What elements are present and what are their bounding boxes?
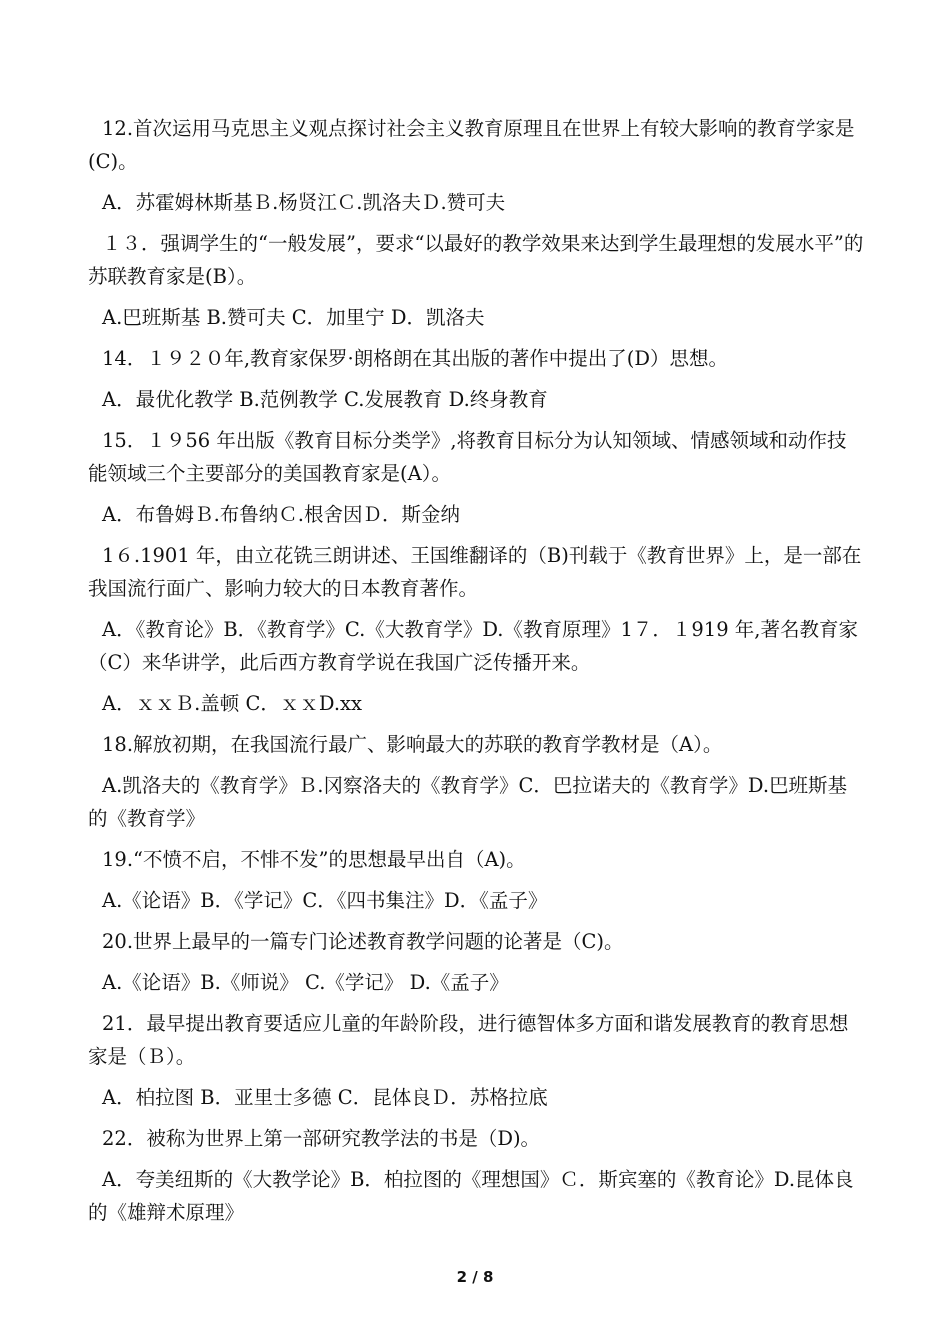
question-13: １３．强调学生的“一般发展”，要求“以最好的教学效果来达到学生最理想的发展水平”的苏联教育家是(B）。 — [88, 232, 864, 288]
options-22: A．夸美纽斯的《大教学论》B．柏拉图的《理想国》Ｃ．斯宾塞的《教育论》D.昆体良的《雄辩术原理》 — [88, 1168, 854, 1224]
question-18: 18.解放初期，在我国流行最广、影响最大的苏联的教育学教材是（A）。 — [102, 733, 723, 756]
document-body — [88, 112, 864, 1237]
options-20: A.《论语》B.《师说》 C.《学记》 D.《孟子》 — [102, 971, 509, 994]
question-20: 20.世界上最早的一篇专门论述教育教学问题的论著是（C)。 — [102, 930, 624, 953]
options-16-question-17: A．《教育论》B．《教育学》C.《大教育学》D.《教育原理》1７．１919 年,著名教育家（C）来华讲学，此后西方教育学说在我国广泛传播开来。 — [88, 618, 858, 674]
options-18: A.凯洛夫的《教育学》Ｂ.冈察洛夫的《教育学》C．巴拉诺夫的《教育学》D.巴班斯基的《教育学》 — [88, 774, 848, 830]
question-15: 15．１９56 年出版《教育目标分类学》,将教育目标分为认知领域、情感领域和动作技能领域三个主要部分的美国教育家是(A）。 — [88, 429, 847, 485]
question-21: 21．最早提出教育要适应儿童的年龄阶段，进行德智体多方面和谐发展教育的教育思想家是（Ｂ）。 — [88, 1012, 849, 1068]
options-15: A．布鲁姆Ｂ.布鲁纳Ｃ.根舍因Ｄ．斯金纳 — [102, 503, 460, 526]
options-17: A．ｘｘＢ.盖顿 C．ｘｘD.xx — [102, 692, 363, 715]
options-19: A.《论语》B．《学记》C．《四书集注》D．《孟子》 — [102, 889, 548, 912]
options-14: A．最优化教学 B.范例教学 C.发展教育 D.终身教育 — [102, 388, 548, 411]
question-22: 22．被称为世界上第一部研究教学法的书是（D)。 — [102, 1127, 541, 1150]
question-19: 19.“不愤不启，不悱不发”的思想最早出自（A)。 — [102, 848, 526, 871]
question-14: 14．１９２０年,教育家保罗·朗格朗在其出版的著作中提出了(D）思想。 — [102, 347, 728, 370]
options-13: A.巴班斯基 B.赞可夫 C．加里宁 D．凯洛夫 — [102, 306, 485, 329]
options-21: A．柏拉图 B．亚里士多德 C．昆体良Ｄ．苏格拉底 — [102, 1086, 548, 1109]
question-12: 12.首次运用马克思主义观点探讨社会主义教育原理且在世界上有较大影响的教育学家是(C)。 — [88, 117, 855, 173]
options-12: A．苏霍姆林斯基Ｂ.杨贤江Ｃ.凯洛夫Ｄ.赞可夫 — [102, 191, 506, 214]
question-16: 1６.1901 年，由立花铣三朗讲述、王国维翻译的（B)刊载于《教育世界》上，是一部在我国流行面广、影响力较大的日本教育著作。 — [88, 544, 862, 600]
page-number: 2 / 8 — [456, 1268, 494, 1286]
